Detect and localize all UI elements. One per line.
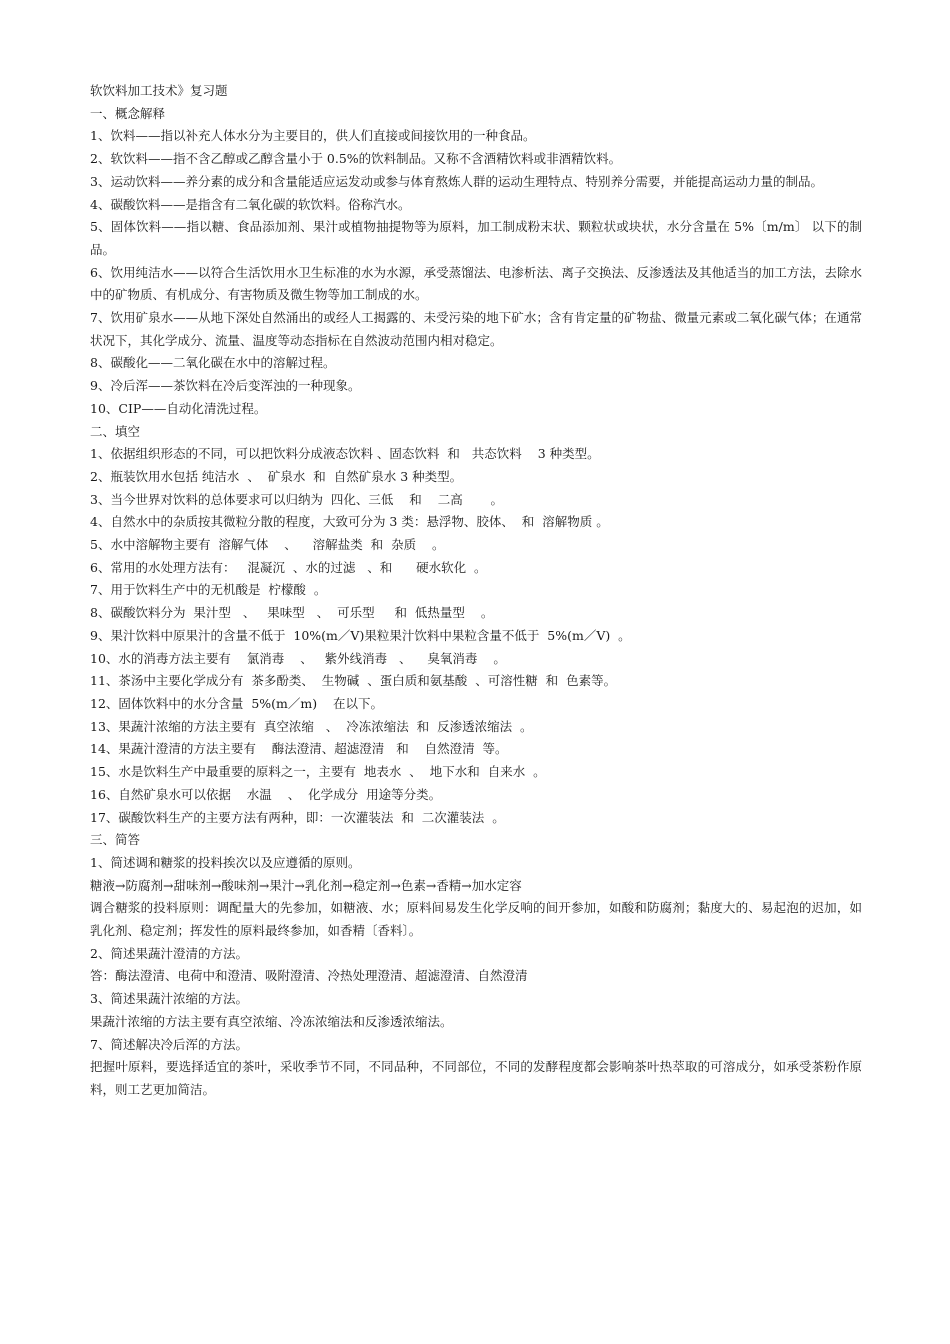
fill-blank-item: 14、果蔬汁澄清的方法主要有 酶法澄清、超滤澄清 和 自然澄清 等。 (90, 741, 508, 757)
question: 2、简述果蔬汁澄清的方法。 (90, 945, 248, 961)
answer: 调合糖浆的投料原则：调配量大的先参加，如糖液、水；原料间易发生化学反响的间开参加，如酸和防腐剂；黏度大的、易起泡的迟加，如乳化剂、稳定剂；挥发性的原料最终参加，如香精〔香料〕。 (90, 900, 862, 939)
concept-item: 6、饮用纯洁水——以符合生活饮用水卫生标准的水为水源，承受蒸馏法、电渗析法、离子交换法、反渗透法及其他适当的加工方法，去除水中的矿物质、有机成分、有害物质及微生物等加工制成的水。 (90, 264, 862, 303)
fill-blank-item: 16、自然矿泉水可以依据 水温 、 化学成分 用途等分类。 (90, 786, 442, 802)
section-heading-short-answer: 三、简答 (90, 832, 141, 848)
fill-blank-item: 15、水是饮料生产中最重要的原料之一，主要有 地表水 、 地下水和 自来水 。 (90, 764, 546, 780)
fill-blank-item: 6、常用的水处理方法有： 混凝沉 、水的过滤 、和 硬水软化 。 (90, 559, 487, 575)
question: 7、简述解决冷后浑的方法。 (90, 1036, 248, 1052)
concept-item: 5、固体饮料——指以糖、食品添加剂、果汁或植物抽提物等为原料，加工制成粉末状、颗粒状或块状，水分含量在 5%〔m/m〕 以下的制品。 (90, 219, 862, 257)
concept-item: 1、饮料——指以补充人体水分为主要目的，供人们直接或间接饮用的一种食品。 (90, 128, 536, 144)
concept-item: 10、CIP——自动化清洗过程。 (90, 400, 267, 416)
fill-blank-item: 3、当今世界对饮料的总体要求可以归纳为 四化、三低 和 二高 。 (90, 491, 504, 507)
answer: 把握叶原料，要选择适宜的茶叶，采收季节不同，不同品种，不同部位，不同的发酵程度都会影响茶叶热萃取的可溶成分，如承受茶粉作原料，则工艺更加简洁。 (90, 1059, 862, 1097)
section-heading-fill-blank: 二、填空 (90, 423, 141, 439)
fill-blank-item: 5、水中溶解物主要有 溶解气体 、 溶解盐类 和 杂质 。 (90, 537, 445, 553)
question: 1、简述调和糖浆的投料挨次以及应遵循的原则。 (90, 854, 361, 870)
concept-item: 7、饮用矿泉水——从地下深处自然涌出的或经人工揭露的、未受污染的地下矿水；含有肯定量的矿物盐、微量元素或二氧化碳气体；在通常状况下，其化学成分、流量、温度等动态指标在自然波动范围内相对稳定。 (90, 310, 862, 348)
concept-item: 3、运动饮料——养分素的成分和含量能适应运发动或参与体育熬炼人群的运动生理特点、特别养分需要，并能提高运动力量的制品。 (90, 173, 823, 189)
concept-item: 2、软饮料——指不含乙醇或乙醇含量小于 0.5%的饮料制品。又称不含酒精饮料或非酒精饮料。 (90, 151, 622, 167)
fill-blank-item: 8、碳酸饮料分为 果汁型 、 果味型 、 可乐型 和 低热量型 。 (90, 605, 494, 621)
section-heading-concepts: 一、概念解释 (90, 105, 166, 121)
concept-item: 8、碳酸化——二氧化碳在水中的溶解过程。 (90, 355, 336, 371)
fill-blank-item: 11、茶汤中主要化学成分有 茶多酚类、 生物碱 、蛋白质和氨基酸 、可溶性糖 和 色素等。 (90, 673, 617, 689)
concept-item: 4、碳酸饮料——是指含有二氧化碳的软饮料。俗称汽水。 (90, 196, 411, 212)
fill-blank-item: 13、果蔬汁浓缩的方法主要有 真空浓缩 、 冷冻浓缩法 和 反渗透浓缩法 。 (90, 718, 533, 734)
fill-blank-item: 9、果汁饮料中原果汁的含量不低于 10%(m／V)果粒果汁饮料中果粒含量不低于 5%(m／V) 。 (90, 627, 631, 643)
question: 3、简述果蔬汁浓缩的方法。 (90, 991, 248, 1007)
answer: 答：酶法澄清、电荷中和澄清、吸附澄清、冷热处理澄清、超滤澄清、自然澄清 (90, 968, 528, 984)
fill-blank-item: 17、碳酸饮料生产的主要方法有两种，即：一次灌装法 和 二次灌装法 。 (90, 809, 505, 825)
fill-blank-item: 2、瓶装饮用水包括 纯洁水 、 矿泉水 和 自然矿泉水 3 种类型。 (90, 468, 463, 484)
answer: 果蔬汁浓缩的方法主要有真空浓缩、冷冻浓缩法和反渗透浓缩法。 (90, 1013, 453, 1029)
fill-blank-item: 10、水的消毒方法主要有 氯消毒 、 紫外线消毒 、 臭氧消毒 。 (90, 650, 506, 666)
document-page (90, 80, 862, 1102)
document-title: 软饮料加工技术》复习题 (90, 83, 228, 98)
fill-blank-item: 1、依据组织形态的不同，可以把饮料分成液态饮料 、固态饮料 和 共态饮料 3 种类型。 (90, 446, 600, 462)
answer: 糖液→防腐剂→甜味剂→酸味剂→果汁→乳化剂→稳定剂→色素→香精→加水定容 (90, 877, 522, 893)
fill-blank-item: 12、固体饮料中的水分含量 5%(m／m) 在以下。 (90, 695, 384, 711)
fill-blank-item: 4、自然水中的杂质按其微粒分散的程度，大致可分为 3 类：悬浮物、胶体、 和 溶解物质 。 (90, 514, 609, 530)
concept-item: 9、冷后浑——茶饮料在冷后变浑浊的一种现象。 (90, 378, 361, 394)
fill-blank-item: 7、用于饮料生产中的无机酸是 柠檬酸 。 (90, 582, 327, 598)
